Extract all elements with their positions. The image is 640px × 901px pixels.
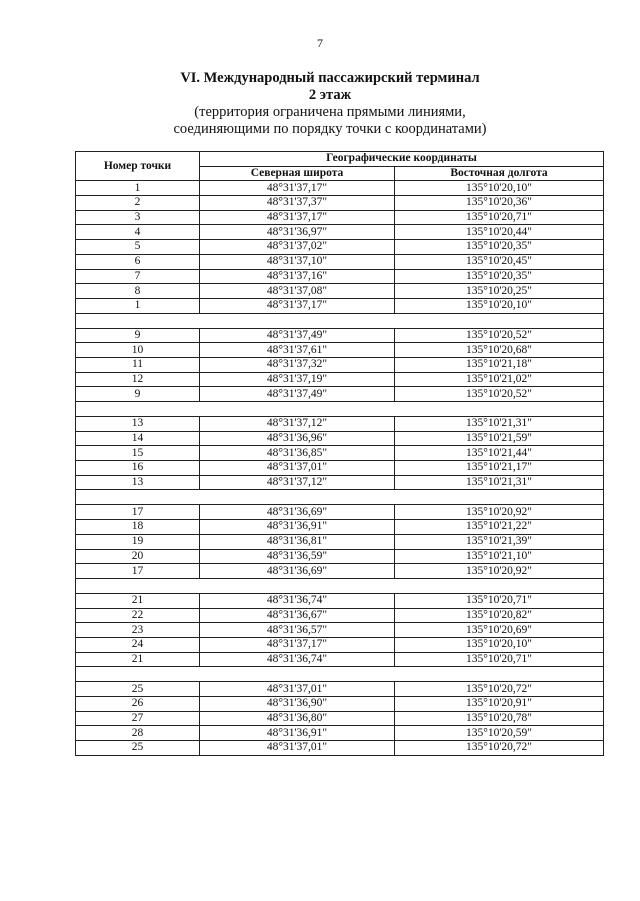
group-separator-row (76, 313, 604, 328)
cell-point-number: 9 (76, 387, 200, 402)
cell-latitude: 48°31'37,49" (200, 387, 395, 402)
cell-latitude: 48°31'36,90" (200, 697, 395, 712)
cell-latitude: 48°31'36,69" (200, 505, 395, 520)
cell-longitude: 135°10'20,44" (395, 225, 604, 240)
cell-longitude: 135°10'20,69" (395, 623, 604, 638)
cell-point-number: 11 (76, 357, 200, 372)
header-point-number: Номер точки (76, 152, 200, 181)
separator-cell (76, 490, 604, 505)
cell-point-number: 27 (76, 711, 200, 726)
cell-point-number: 1 (76, 181, 200, 196)
cell-point-number: 10 (76, 343, 200, 358)
cell-point-number: 24 (76, 637, 200, 652)
cell-longitude: 135°10'21,02" (395, 372, 604, 387)
subtitle-line-2: соединяющими по порядку точки с координатами) (173, 121, 487, 137)
cell-longitude: 135°10'20,35" (395, 269, 604, 284)
table-row (76, 210, 604, 225)
cell-longitude: 135°10'20,10" (395, 298, 604, 313)
table-row (76, 240, 604, 255)
cell-point-number: 18 (76, 520, 200, 535)
cell-longitude: 135°10'20,52" (395, 387, 604, 402)
table-row (76, 328, 604, 343)
table-row (76, 461, 604, 476)
separator-cell (76, 578, 604, 593)
table-row (76, 697, 604, 712)
cell-point-number: 3 (76, 210, 200, 225)
group-separator-row (76, 667, 604, 682)
cell-point-number: 4 (76, 225, 200, 240)
group-separator-row (76, 490, 604, 505)
cell-longitude: 135°10'20,59" (395, 726, 604, 741)
cell-point-number: 26 (76, 697, 200, 712)
cell-latitude: 48°31'37,32" (200, 357, 395, 372)
header-geo-coords: Географические координаты (200, 152, 604, 167)
cell-longitude: 135°10'21,31" (395, 475, 604, 490)
table-row (76, 652, 604, 667)
cell-longitude: 135°10'21,10" (395, 549, 604, 564)
cell-longitude: 135°10'20,78" (395, 711, 604, 726)
cell-longitude: 135°10'21,22" (395, 520, 604, 535)
table-row (76, 284, 604, 299)
table-row (76, 254, 604, 269)
cell-longitude: 135°10'20,92" (395, 505, 604, 520)
cell-point-number: 21 (76, 652, 200, 667)
cell-longitude: 135°10'20,71" (395, 652, 604, 667)
cell-latitude: 48°31'37,16" (200, 269, 395, 284)
header-latitude: Северная широта (200, 166, 395, 181)
table-row (76, 372, 604, 387)
cell-latitude: 48°31'36,74" (200, 652, 395, 667)
table-row (76, 225, 604, 240)
cell-latitude: 48°31'37,19" (200, 372, 395, 387)
table-row (76, 637, 604, 652)
cell-point-number: 25 (76, 682, 200, 697)
cell-point-number: 13 (76, 475, 200, 490)
table-row (76, 564, 604, 579)
table-row (76, 269, 604, 284)
cell-point-number: 7 (76, 269, 200, 284)
cell-latitude: 48°31'36,57" (200, 623, 395, 638)
cell-longitude: 135°10'20,36" (395, 196, 604, 211)
table-row (76, 475, 604, 490)
cell-point-number: 17 (76, 564, 200, 579)
cell-longitude: 135°10'20,25" (395, 284, 604, 299)
cell-longitude: 135°10'21,18" (395, 357, 604, 372)
cell-latitude: 48°31'36,81" (200, 534, 395, 549)
cell-longitude: 135°10'20,72" (395, 682, 604, 697)
cell-latitude: 48°31'36,59" (200, 549, 395, 564)
subtitle-line-1: (территория ограничена прямыми линиями, (194, 104, 466, 120)
cell-point-number: 8 (76, 284, 200, 299)
cell-latitude: 48°31'36,80" (200, 711, 395, 726)
table-row (76, 593, 604, 608)
table-row (76, 608, 604, 623)
cell-latitude: 48°31'37,17" (200, 298, 395, 313)
separator-cell (76, 402, 604, 417)
document-title: VI. Международный пассажирский терминал (180, 70, 480, 86)
cell-point-number: 19 (76, 534, 200, 549)
cell-latitude: 48°31'36,69" (200, 564, 395, 579)
table-row (76, 417, 604, 432)
cell-point-number: 28 (76, 726, 200, 741)
cell-point-number: 22 (76, 608, 200, 623)
cell-longitude: 135°10'20,72" (395, 741, 604, 756)
table-row (76, 741, 604, 756)
cell-point-number: 17 (76, 505, 200, 520)
cell-longitude: 135°10'20,68" (395, 343, 604, 358)
cell-latitude: 48°31'37,12" (200, 475, 395, 490)
cell-longitude: 135°10'20,45" (395, 254, 604, 269)
cell-longitude: 135°10'20,10" (395, 181, 604, 196)
table-row (76, 682, 604, 697)
cell-latitude: 48°31'36,67" (200, 608, 395, 623)
cell-longitude: 135°10'20,71" (395, 210, 604, 225)
cell-latitude: 48°31'36,74" (200, 593, 395, 608)
cell-latitude: 48°31'36,97" (200, 225, 395, 240)
coordinates-table (75, 151, 604, 756)
table-row (76, 505, 604, 520)
cell-latitude: 48°31'37,01" (200, 461, 395, 476)
cell-longitude: 135°10'21,44" (395, 446, 604, 461)
cell-latitude: 48°31'37,10" (200, 254, 395, 269)
cell-latitude: 48°31'37,17" (200, 637, 395, 652)
table-row (76, 726, 604, 741)
cell-longitude: 135°10'20,35" (395, 240, 604, 255)
cell-latitude: 48°31'37,17" (200, 181, 395, 196)
cell-point-number: 6 (76, 254, 200, 269)
group-separator-row (76, 578, 604, 593)
cell-point-number: 12 (76, 372, 200, 387)
cell-longitude: 135°10'21,39" (395, 534, 604, 549)
cell-point-number: 2 (76, 196, 200, 211)
group-separator-row (76, 402, 604, 417)
cell-point-number: 14 (76, 431, 200, 446)
cell-latitude: 48°31'36,91" (200, 520, 395, 535)
cell-latitude: 48°31'37,01" (200, 741, 395, 756)
cell-latitude: 48°31'36,96" (200, 431, 395, 446)
cell-latitude: 48°31'37,49" (200, 328, 395, 343)
floor-title: 2 этаж (308, 87, 352, 103)
cell-latitude: 48°31'37,12" (200, 417, 395, 432)
table-row (76, 549, 604, 564)
table-row (76, 387, 604, 402)
table-row (76, 196, 604, 211)
title-block (60, 70, 600, 138)
separator-cell (76, 313, 604, 328)
cell-latitude: 48°31'36,91" (200, 726, 395, 741)
cell-longitude: 135°10'21,59" (395, 431, 604, 446)
cell-longitude: 135°10'20,71" (395, 593, 604, 608)
header-row-top (76, 152, 604, 167)
cell-point-number: 16 (76, 461, 200, 476)
cell-latitude: 48°31'37,08" (200, 284, 395, 299)
table-row (76, 298, 604, 313)
table-body (76, 181, 604, 755)
cell-latitude: 48°31'36,85" (200, 446, 395, 461)
cell-longitude: 135°10'20,92" (395, 564, 604, 579)
cell-point-number: 5 (76, 240, 200, 255)
separator-cell (76, 667, 604, 682)
cell-point-number: 1 (76, 298, 200, 313)
cell-point-number: 20 (76, 549, 200, 564)
cell-latitude: 48°31'37,37" (200, 196, 395, 211)
cell-longitude: 135°10'20,82" (395, 608, 604, 623)
cell-longitude: 135°10'21,31" (395, 417, 604, 432)
table-row (76, 711, 604, 726)
cell-point-number: 15 (76, 446, 200, 461)
header-longitude: Восточная долгота (395, 166, 604, 181)
cell-point-number: 21 (76, 593, 200, 608)
cell-latitude: 48°31'37,61" (200, 343, 395, 358)
cell-point-number: 13 (76, 417, 200, 432)
table-row (76, 181, 604, 196)
cell-point-number: 9 (76, 328, 200, 343)
table-header (76, 152, 604, 181)
table-row (76, 431, 604, 446)
cell-latitude: 48°31'37,01" (200, 682, 395, 697)
cell-latitude: 48°31'37,17" (200, 210, 395, 225)
table-row (76, 623, 604, 638)
page-number: 7 (317, 36, 323, 50)
cell-longitude: 135°10'20,52" (395, 328, 604, 343)
table-row (76, 446, 604, 461)
table-row (76, 357, 604, 372)
cell-latitude: 48°31'37,02" (200, 240, 395, 255)
cell-point-number: 23 (76, 623, 200, 638)
table-row (76, 343, 604, 358)
cell-longitude: 135°10'20,91" (395, 697, 604, 712)
cell-longitude: 135°10'21,17" (395, 461, 604, 476)
cell-longitude: 135°10'20,10" (395, 637, 604, 652)
table-row (76, 534, 604, 549)
cell-point-number: 25 (76, 741, 200, 756)
table-row (76, 520, 604, 535)
